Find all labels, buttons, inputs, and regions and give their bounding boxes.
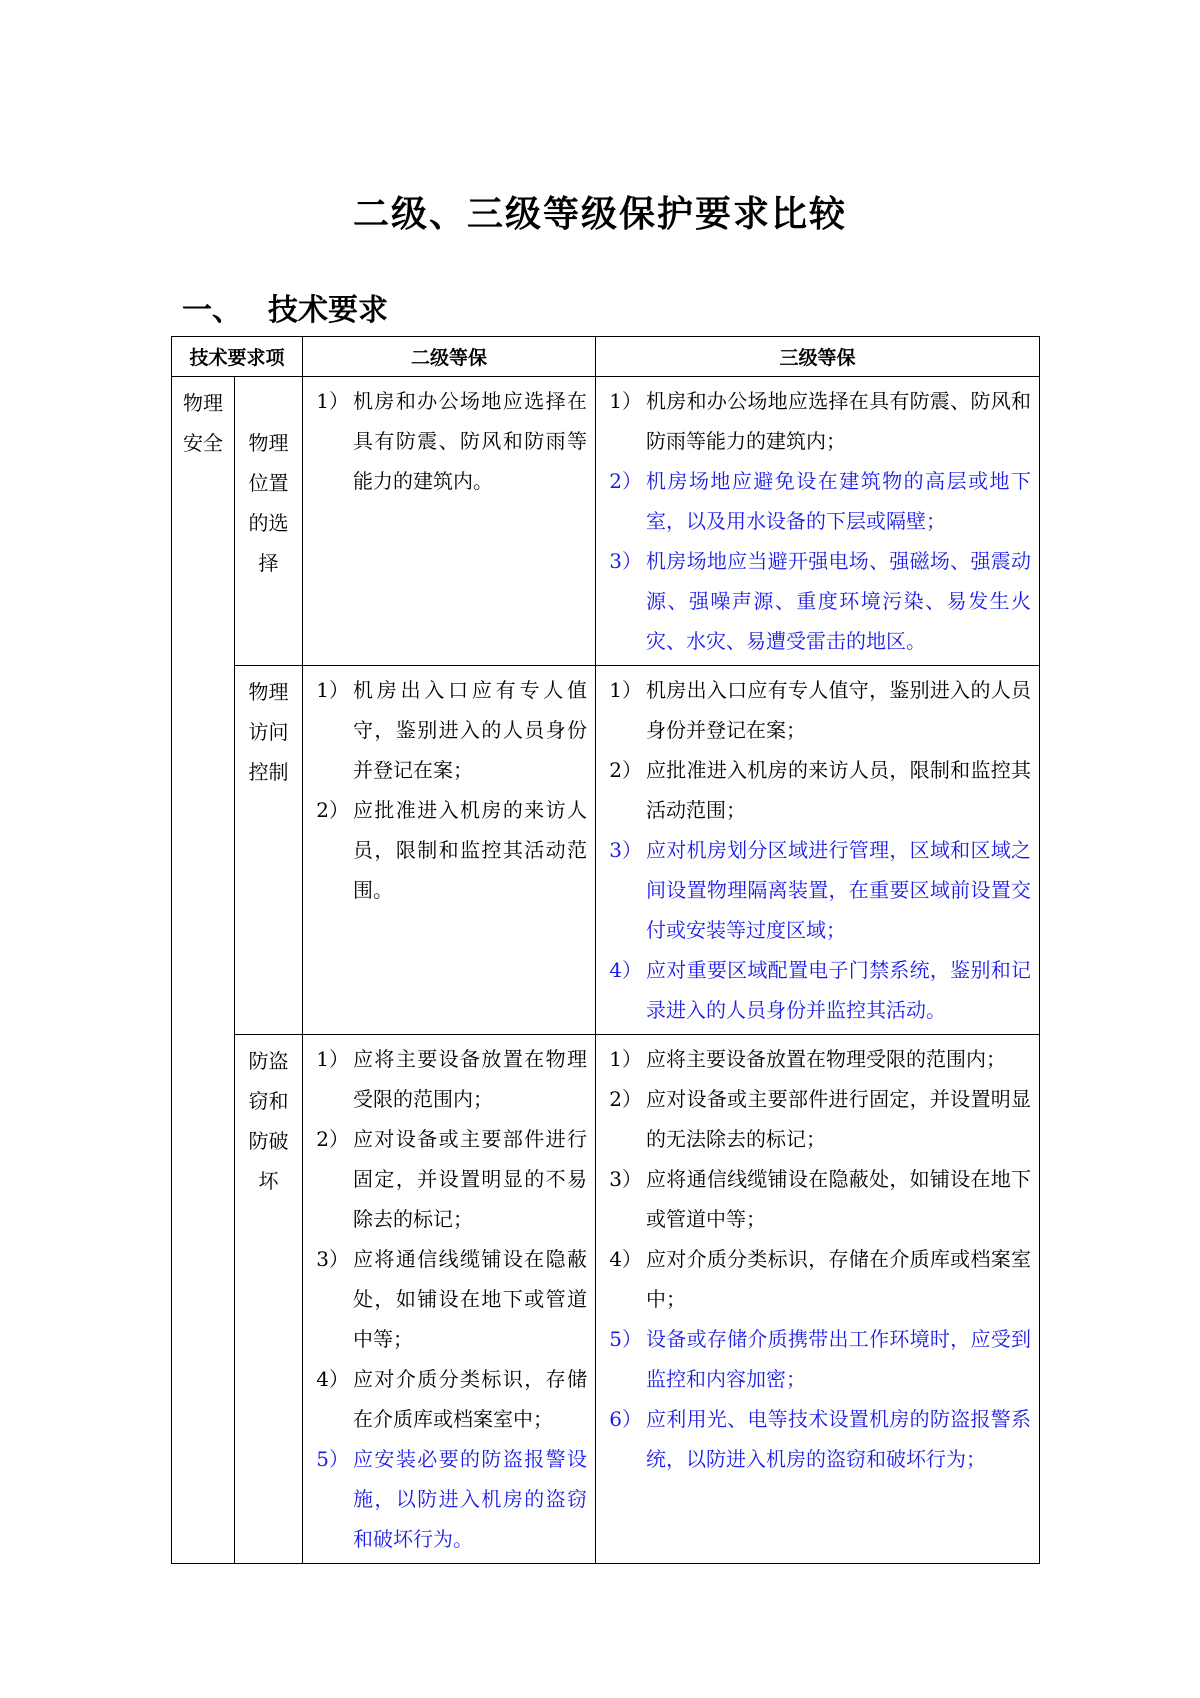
item-number: 3） xyxy=(609,838,643,862)
requirement-item xyxy=(596,461,1031,541)
requirement-item xyxy=(303,790,587,910)
section-number: 一、 xyxy=(182,293,242,328)
requirement-item xyxy=(303,670,587,790)
requirement-item xyxy=(596,1159,1031,1239)
requirement-item xyxy=(596,1039,1031,1079)
item-number: 1） xyxy=(316,389,350,413)
item-number: 2） xyxy=(316,798,350,822)
requirement-item xyxy=(303,1239,587,1359)
item-text: 机房和办公场地应选择在具有防震、防风和防雨等能力的建筑内； xyxy=(646,389,1032,453)
item-number: 4） xyxy=(609,1247,643,1271)
requirement-item xyxy=(303,1039,587,1119)
item-number: 2） xyxy=(609,469,643,493)
requirement-item xyxy=(596,670,1031,750)
requirement-item xyxy=(596,1079,1031,1159)
item-number: 4） xyxy=(609,958,643,982)
item-text: 应安装必要的防盗报警设施，以防进入机房的盗窃和破坏行为。 xyxy=(353,1447,588,1551)
item-text: 机房出入口应有专人值守，鉴别进入的人员身份并登记在案； xyxy=(646,678,1032,742)
item-number: 2） xyxy=(609,1087,643,1111)
item-text: 机房和办公场地应选择在具有防震、防风和防雨等能力的建筑内。 xyxy=(353,389,588,493)
item-number: 1） xyxy=(609,678,643,702)
item-number: 2） xyxy=(316,1127,350,1151)
item-text: 机房场地应避免设在建筑物的高层或地下室，以及用水设备的下层或隔壁； xyxy=(646,469,1032,533)
category-cell: 物理安全 xyxy=(172,377,235,1564)
section-heading xyxy=(182,285,388,329)
requirement-item xyxy=(596,1239,1031,1319)
level3-requirements-cell xyxy=(596,666,1040,1035)
table-row xyxy=(172,377,1040,666)
header-level3: 三级等保 xyxy=(596,337,1040,377)
table-header-row xyxy=(172,337,1040,377)
item-text: 应批准进入机房的来访人员，限制和监控其活动范围； xyxy=(646,758,1032,822)
item-number: 1） xyxy=(609,1047,643,1071)
item-number: 1） xyxy=(316,1047,350,1071)
item-number: 3） xyxy=(609,549,643,573)
item-number: 3） xyxy=(316,1247,350,1271)
item-number: 1） xyxy=(316,678,350,702)
item-number: 5） xyxy=(609,1327,643,1351)
item-number: 4） xyxy=(316,1367,350,1391)
requirement-item xyxy=(303,1359,587,1439)
item-text: 应对介质分类标识，存储在介质库或档案室中； xyxy=(646,1247,1032,1311)
requirement-item xyxy=(596,750,1031,830)
item-number: 6） xyxy=(609,1407,643,1431)
item-number: 1） xyxy=(609,389,643,413)
level2-requirements-cell xyxy=(303,666,596,1035)
requirement-item xyxy=(596,830,1031,950)
requirement-item xyxy=(596,1399,1031,1479)
subcategory-cell: 防盗窃和防破坏 xyxy=(235,1035,303,1564)
item-number: 3） xyxy=(609,1167,643,1191)
item-text: 应批准进入机房的来访人员，限制和监控其活动范围。 xyxy=(353,798,588,902)
table-row xyxy=(172,666,1040,1035)
item-text: 应对介质分类标识，存储在介质库或档案室中； xyxy=(353,1367,588,1431)
item-text: 应对重要区域配置电子门禁系统，鉴别和记录进入的人员身份并监控其活动。 xyxy=(646,958,1032,1022)
page-title: 二级、三级等级保护要求比较 xyxy=(352,194,847,235)
section-label: 技术要求 xyxy=(268,293,388,328)
item-text: 应将通信线缆铺设在隐蔽处，如铺设在地下或管道中等； xyxy=(353,1247,588,1351)
requirement-item xyxy=(303,381,587,501)
level3-requirements-cell xyxy=(596,377,1040,666)
item-text: 应对机房划分区域进行管理，区域和区域之间设置物理隔离装置，在重要区域前设置交付或安装等过度区域； xyxy=(646,838,1032,942)
table-row xyxy=(172,1035,1040,1564)
subcategory-cell: 物理访问控制 xyxy=(235,666,303,1035)
level3-requirements-cell xyxy=(596,1035,1040,1564)
item-text: 应将主要设备放置在物理受限的范围内； xyxy=(646,1047,1007,1071)
requirement-item xyxy=(303,1439,587,1559)
item-text: 应将主要设备放置在物理受限的范围内； xyxy=(353,1047,588,1111)
requirement-item xyxy=(596,1319,1031,1399)
item-text: 应对设备或主要部件进行固定，并设置明显的无法除去的标记； xyxy=(646,1087,1032,1151)
header-level2: 二级等保 xyxy=(303,337,596,377)
item-number: 5） xyxy=(316,1447,350,1471)
item-text: 应对设备或主要部件进行固定，并设置明显的不易除去的标记； xyxy=(353,1127,588,1231)
item-text: 机房场地应当避开强电场、强磁场、强震动源、强噪声源、重度环境污染、易发生火灾、水灾、易遭受雷击的地区。 xyxy=(646,549,1032,653)
item-text: 设备或存储介质携带出工作环境时，应受到监控和内容加密； xyxy=(646,1327,1032,1391)
level2-requirements-cell xyxy=(303,377,596,666)
requirement-item xyxy=(303,1119,587,1239)
item-text: 机房出入口应有专人值守，鉴别进入的人员身份并登记在案； xyxy=(353,678,588,782)
header-requirement-item: 技术要求项 xyxy=(172,337,303,377)
requirement-item xyxy=(596,381,1031,461)
item-text: 应利用光、电等技术设置机房的防盗报警系统，以防进入机房的盗窃和破坏行为； xyxy=(646,1407,1032,1471)
subcategory-cell: 物理位置的选择 xyxy=(235,377,303,666)
requirement-item xyxy=(596,541,1031,661)
item-text: 应将通信线缆铺设在隐蔽处，如铺设在地下或管道中等； xyxy=(646,1167,1032,1231)
item-number: 2） xyxy=(609,758,643,782)
level2-requirements-cell xyxy=(303,1035,596,1564)
requirements-table xyxy=(171,336,1040,1564)
requirement-item xyxy=(596,950,1031,1030)
